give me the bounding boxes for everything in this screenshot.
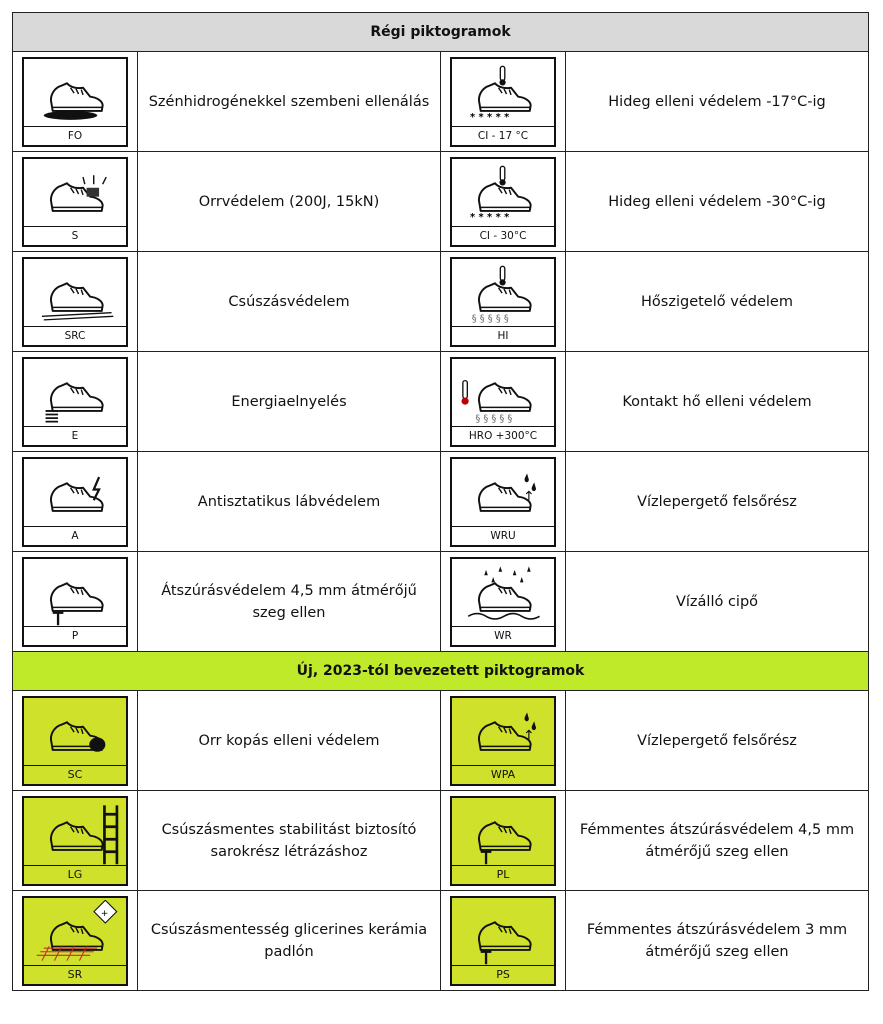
pictogram-old-right-4 <box>450 457 556 547</box>
icon-cell <box>13 791 138 891</box>
icon-cell <box>13 552 138 652</box>
description-cell: Csúszásvédelem <box>138 252 441 352</box>
pictogram-new-left-0 <box>22 696 128 786</box>
icon-cell <box>441 252 566 352</box>
pictogram-code: WRU <box>452 526 554 545</box>
pictogram-old-left-1 <box>22 157 128 247</box>
icon-cell <box>441 352 566 452</box>
description-cell: Hideg elleni védelem -17°C-ig <box>566 52 869 152</box>
table-row <box>13 891 869 991</box>
pictogram-new-right-2 <box>450 896 556 986</box>
description-cell: Orr kopás elleni védelem <box>138 691 441 791</box>
pictogram-code: PS <box>452 965 554 984</box>
table-row <box>13 791 869 891</box>
pictogram-old-right-1 <box>450 157 556 247</box>
pictogram-new-right-0 <box>450 696 556 786</box>
description-cell: Hideg elleni védelem -30°C-ig <box>566 152 869 252</box>
description-cell: Kontakt hő elleni védelem <box>566 352 869 452</box>
shoe-waterproof-icon <box>454 561 552 627</box>
description-cell: Csúszásmentes stabilitást biztosító sarokrész létrázáshoz <box>138 791 441 891</box>
description-cell: Fémmentes átszúrásvédelem 3 mm átmérőjű szeg ellen <box>566 891 869 991</box>
pictogram-code: SR <box>24 965 126 984</box>
pictogram-code: LG <box>24 865 126 884</box>
svg-text:* * * * *: * * * * * <box>470 211 510 223</box>
shoe-nail-icon <box>454 900 552 966</box>
shoe-oil-icon <box>26 61 124 127</box>
pictogram-code: CI - 30°C <box>452 226 554 245</box>
pictogram-new-left-1 <box>22 796 128 886</box>
table-row <box>13 352 869 452</box>
pictogram-old-right-3 <box>450 357 556 447</box>
table-row <box>13 552 869 652</box>
description-cell: Vízálló cipő <box>566 552 869 652</box>
icon-cell <box>441 552 566 652</box>
description-cell: Orrvédelem (200J, 15kN) <box>138 152 441 252</box>
shoe-toecap-icon <box>26 161 124 227</box>
description-cell: Antisztatikus lábvédelem <box>138 452 441 552</box>
description-cell: Hőszigetelő védelem <box>566 252 869 352</box>
shoe-water-repellent-icon <box>454 461 552 527</box>
pictogram-code: SRC <box>24 326 126 345</box>
icon-cell <box>441 52 566 152</box>
table-row <box>13 252 869 352</box>
description-cell: Szénhidrogénekkel szembeni ellenálás <box>138 52 441 152</box>
icon-cell <box>441 152 566 252</box>
pictogram-old-left-5 <box>22 557 128 647</box>
table-row <box>13 691 869 791</box>
pictogram-code: CI - 17 °C <box>452 126 554 145</box>
shoe-nail-icon <box>26 561 124 627</box>
pictogram-code: A <box>24 526 126 545</box>
pictogram-old-right-5 <box>450 557 556 647</box>
icon-cell <box>441 891 566 991</box>
shoe-scuff-cap-icon <box>26 700 124 766</box>
icon-cell <box>13 352 138 452</box>
shoe-water-repellent-icon <box>454 700 552 766</box>
table-body <box>13 13 869 991</box>
shoe-nail-icon <box>454 800 552 866</box>
description-cell: Fémmentes átszúrásvédelem 4,5 mm átmérőjű szeg ellen <box>566 791 869 891</box>
svg-text:§ § § § §: § § § § § <box>475 413 513 425</box>
shoe-contact-heat-icon <box>454 361 552 427</box>
pictogram-code: FO <box>24 126 126 145</box>
svg-text:* * * * *: * * * * * <box>470 111 510 123</box>
pictogram-code: WPA <box>452 765 554 784</box>
pictogram-old-left-2 <box>22 257 128 347</box>
shoe-cold-icon <box>454 161 552 227</box>
shoe-ladder-icon <box>26 800 124 866</box>
pictogram-new-right-1 <box>450 796 556 886</box>
shoe-ceramic-slip-icon <box>26 900 124 966</box>
shoe-slip-icon <box>26 261 124 327</box>
pictogram-new-left-2 <box>22 896 128 986</box>
description-cell: Vízlepergető felsőrész <box>566 691 869 791</box>
pictogram-code: WR <box>452 626 554 645</box>
icon-cell <box>441 452 566 552</box>
section-header-new: Új, 2023-tól bevezetett piktogramok <box>13 652 869 691</box>
description-cell: Vízlepergető felsőrész <box>566 452 869 552</box>
description-cell: Energiaelnyelés <box>138 352 441 452</box>
svg-text:+: + <box>100 908 109 919</box>
pictogram-code: PL <box>452 865 554 884</box>
description-cell: Csúszásmentesség glicerines kerámia padlón <box>138 891 441 991</box>
shoe-heat-insulation-icon <box>454 261 552 327</box>
icon-cell <box>13 152 138 252</box>
pictogram-old-left-3 <box>22 357 128 447</box>
pictogram-old-left-4 <box>22 457 128 547</box>
section-header-old: Régi piktogramok <box>13 13 869 52</box>
icon-cell <box>13 252 138 352</box>
shoe-antistatic-icon <box>26 461 124 527</box>
pictogram-old-left-0 <box>22 57 128 147</box>
icon-cell <box>441 691 566 791</box>
icon-cell <box>13 452 138 552</box>
icon-cell <box>13 891 138 991</box>
table-row <box>13 52 869 152</box>
shoe-cold-icon <box>454 61 552 127</box>
shoe-energy-icon <box>26 361 124 427</box>
table-row <box>13 452 869 552</box>
pictogram-table <box>12 12 869 991</box>
pictogram-code: SC <box>24 765 126 784</box>
description-cell: Átszúrásvédelem 4,5 mm átmérőjű szeg ellen <box>138 552 441 652</box>
pictogram-old-right-0 <box>450 57 556 147</box>
pictogram-old-right-2 <box>450 257 556 347</box>
icon-cell <box>13 52 138 152</box>
pictogram-code: P <box>24 626 126 645</box>
icon-cell <box>13 691 138 791</box>
pictogram-code: E <box>24 426 126 445</box>
svg-text:§ § § § §: § § § § § <box>471 313 509 325</box>
icon-cell <box>441 791 566 891</box>
table-row <box>13 152 869 252</box>
pictogram-code: HI <box>452 326 554 345</box>
pictogram-table-container <box>12 12 868 1004</box>
pictogram-code: S <box>24 226 126 245</box>
pictogram-code: HRO +300°C <box>452 426 554 445</box>
